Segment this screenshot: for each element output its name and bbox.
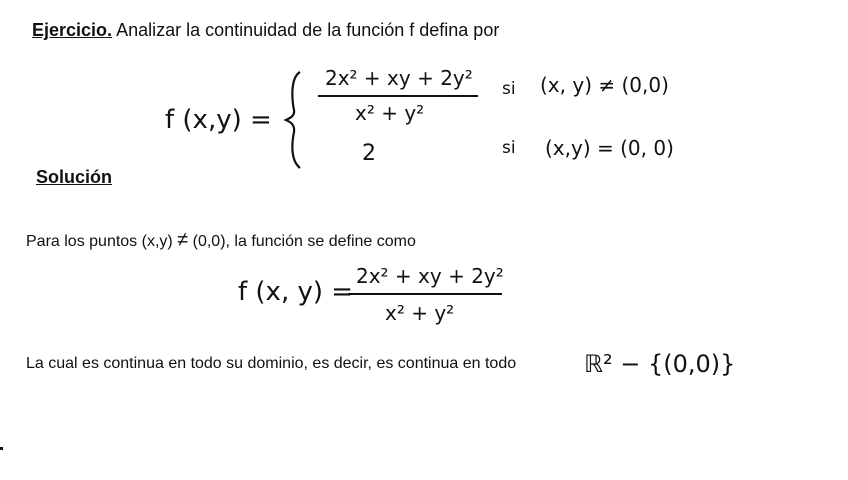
stray-dot [0,447,3,450]
function-lhs: f (x,y) = [165,105,272,135]
formula-numerator: 2x² + xy + 2y² [356,264,504,288]
branch2-value: 2 [362,141,376,166]
condition1: (x, y) ≠ (0,0) [540,73,669,97]
exercise-statement: Analizar la continuidad de la función f defina por [116,20,500,40]
exercise-label: Ejercicio. [32,20,113,40]
condition1-si: si [502,79,516,99]
denominator: x² + y² [355,101,425,125]
solution-label: Solución [36,167,112,187]
numerator: 2x² + xy + 2y² [325,66,473,90]
formula-denominator: x² + y² [385,301,455,325]
not-equal-symbol: ≠ [177,229,189,251]
condition2: (x,y) = (0, 0) [545,136,674,160]
solution-line1-before: Para los puntos (x,y) [26,233,173,250]
solution-line1-after: (0,0), la función se define como [192,233,416,250]
domain-expr-text: ℝ² − {(0,0)} [584,350,736,378]
condition2-si: si [502,138,516,158]
solution-line2-text: La cual es continua en todo su dominio, es decir, es continua en todo [26,355,517,372]
formula-lhs: f (x, y) = [238,277,354,307]
